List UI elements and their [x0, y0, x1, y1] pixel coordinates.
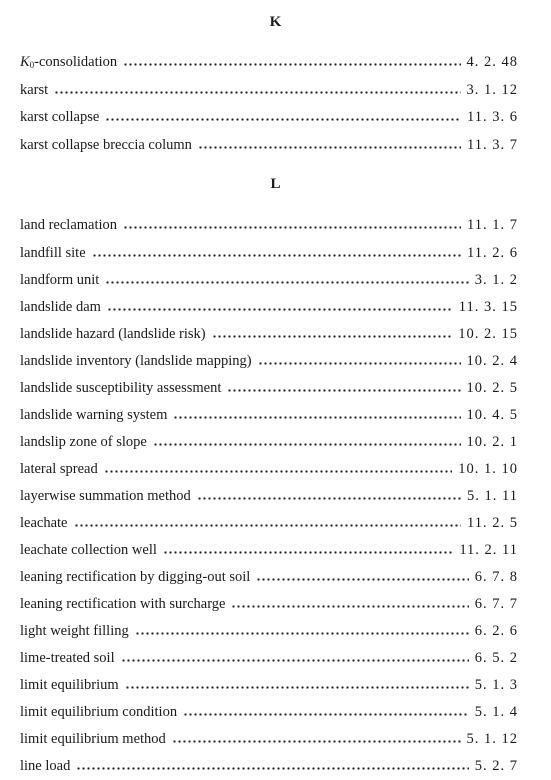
clause-reference: 5. 2. 7 [474, 757, 518, 774]
index-term: $K_0$-consolidation [20, 53, 118, 70]
dot-leader [123, 226, 461, 229]
clause-reference: 4. 2. 48 [466, 53, 518, 70]
index-term: light weight filling [20, 622, 129, 639]
index-term: landform unit [20, 271, 100, 288]
index-entry [20, 378, 518, 398]
clause-reference: 11. 2. 5 [467, 514, 518, 531]
clause-reference: 6. 2. 6 [474, 622, 518, 639]
dot-leader [54, 91, 460, 94]
index-entry [20, 675, 518, 695]
index-entry [20, 756, 518, 776]
index-term: landslide hazard (landslide risk) [20, 325, 206, 342]
index-term: landslide inventory (landslide mapping) [20, 352, 252, 369]
clause-reference: 5. 1. 4 [474, 703, 518, 720]
index-term: land reclamation [20, 216, 118, 233]
dot-leader [173, 416, 460, 419]
dot-leader [227, 389, 460, 392]
clause-reference: 10. 2. 4 [466, 352, 518, 369]
clause-reference: 11. 3. 6 [467, 108, 518, 125]
clause-reference: 11. 1. 7 [467, 216, 518, 233]
dot-leader [231, 605, 468, 608]
clause-reference: 5. 1. 11 [467, 487, 518, 504]
index-entry [20, 107, 518, 127]
index-entry [20, 351, 518, 371]
clause-reference: 10. 2. 1 [466, 433, 518, 450]
index-entry [20, 135, 518, 155]
clause-reference: 5. 1. 12 [466, 730, 518, 747]
clause-reference: 6. 7. 7 [474, 595, 518, 612]
index-entry [20, 80, 518, 100]
index-entry [20, 729, 518, 749]
dot-leader [256, 578, 468, 581]
index-entry [20, 648, 518, 668]
dot-leader [153, 443, 461, 446]
clause-reference: 10. 4. 5 [466, 406, 518, 423]
index-term: karst collapse [20, 108, 100, 125]
clause-reference: 11. 3. 15 [458, 298, 518, 315]
index-entry [20, 459, 518, 479]
index-term: leaning rectification with surcharge [20, 595, 226, 612]
dot-leader [121, 659, 469, 662]
index-entry [20, 297, 518, 317]
index-term: line load [20, 757, 71, 774]
index-entry [20, 594, 518, 614]
index-term: landfill site [20, 244, 86, 261]
clause-reference: 3. 1. 2 [474, 271, 518, 288]
clause-reference: 6. 7. 8 [474, 568, 518, 585]
dot-leader [105, 281, 468, 284]
index-term: layerwise summation method [20, 487, 191, 504]
index-entry [20, 432, 518, 452]
index-entry [20, 52, 518, 72]
dot-leader [258, 362, 461, 365]
dot-leader [197, 497, 461, 500]
index-term: karst collapse breccia column [20, 136, 192, 153]
section-heading-k: K [269, 14, 282, 30]
clause-reference: 11. 2. 6 [467, 244, 518, 261]
dot-leader [107, 308, 453, 311]
index-term: landslide dam [20, 298, 101, 315]
clause-reference: 11. 3. 7 [467, 136, 518, 153]
dot-leader [125, 686, 469, 689]
index-term: limit equilibrium [20, 676, 119, 693]
clause-reference: 10. 1. 10 [458, 460, 518, 477]
index-entry [20, 270, 518, 290]
dot-leader [172, 740, 461, 743]
index-entry [20, 405, 518, 425]
index-entry [20, 567, 518, 587]
section-heading-l: L [270, 176, 281, 192]
index-entry [20, 702, 518, 722]
dot-leader [212, 335, 453, 338]
dot-leader [92, 254, 461, 257]
index-term: limit equilibrium condition [20, 703, 178, 720]
dot-leader [123, 63, 460, 66]
index-term: landslide susceptibility assessment [20, 379, 222, 396]
index-term: leachate [20, 514, 68, 531]
index-term: karst [20, 81, 49, 98]
index-term: leachate collection well [20, 541, 157, 558]
clause-reference: 10. 2. 5 [466, 379, 518, 396]
index-entry [20, 540, 518, 560]
dot-leader [74, 524, 462, 527]
index-term: lateral spread [20, 460, 98, 477]
dot-leader [104, 470, 453, 473]
dot-leader [198, 146, 461, 149]
dot-leader [183, 713, 469, 716]
clause-reference: 10. 2. 15 [458, 325, 518, 342]
index-entry [20, 513, 518, 533]
clause-reference: 3. 1. 12 [466, 81, 518, 98]
index-term: landslide warning system [20, 406, 168, 423]
index-entry [20, 621, 518, 641]
dot-leader [76, 767, 468, 770]
dot-leader [135, 632, 469, 635]
index-entry [20, 324, 518, 344]
clause-reference: 6. 5. 2 [474, 649, 518, 666]
index-term: limit equilibrium method [20, 730, 166, 747]
index-entry [20, 243, 518, 263]
index-term: landslip zone of slope [20, 433, 147, 450]
index-term: lime-treated soil [20, 649, 115, 666]
index-entry [20, 215, 518, 235]
index-entry [20, 486, 518, 506]
clause-reference: 5. 1. 3 [474, 676, 518, 693]
clause-reference: 11. 2. 11 [459, 541, 518, 558]
dot-leader [163, 551, 453, 554]
index-term: leaning rectification by digging-out soil [20, 568, 251, 585]
dot-leader [105, 118, 461, 121]
